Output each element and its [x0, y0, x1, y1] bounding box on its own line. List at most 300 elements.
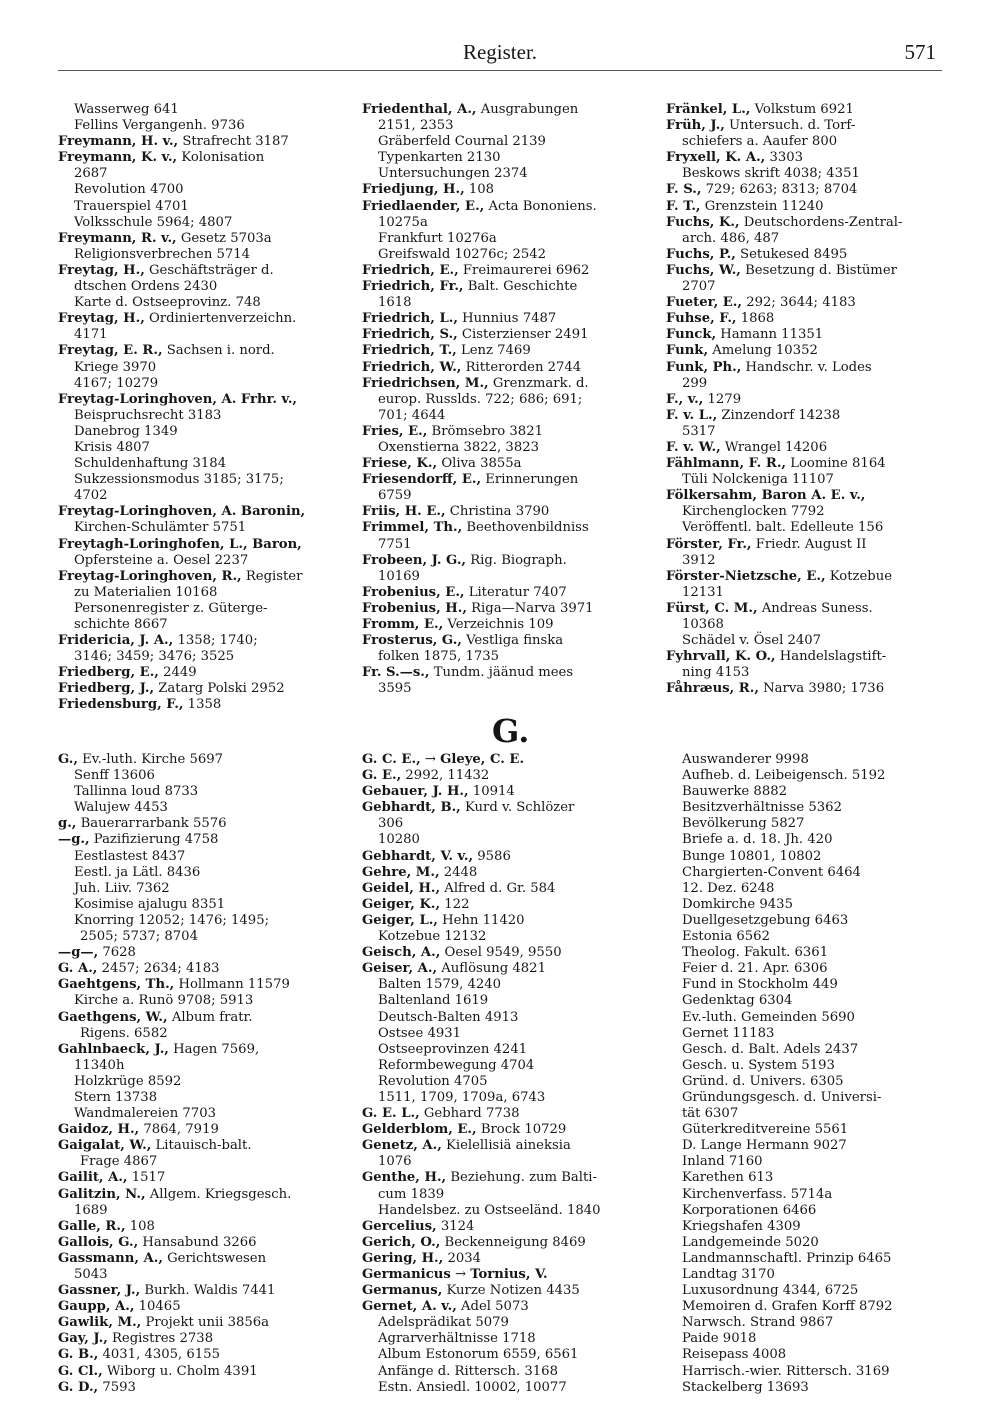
index-entry-text: → — [450, 1267, 471, 1282]
index-column-top-2 — [362, 102, 652, 697]
index-entry-text: → — [420, 752, 441, 767]
index-column-bottom-2 — [362, 752, 652, 1396]
index-entry-name: G. E. L., — [362, 1106, 420, 1122]
index-entry-text: 7628 — [98, 945, 136, 961]
index-entry-name: Friedenthal, A., — [362, 102, 477, 117]
index-entry-name: Germanicus — [362, 1267, 451, 1282]
index-entry-line — [666, 1122, 956, 1138]
index-entry-line — [666, 601, 956, 617]
index-entry-line — [666, 343, 956, 359]
index-entry-line — [362, 472, 652, 488]
page-header — [58, 40, 942, 74]
index-entry-text: Tallinna loud 8733 — [74, 784, 199, 800]
index-entry-name: Gebauer, J. H., — [362, 784, 469, 800]
index-entry-text: Hansabund 3266 — [138, 1234, 257, 1250]
index-entry-line — [58, 601, 340, 617]
index-entry-text: Gernet 11183 — [682, 1025, 775, 1041]
index-entry-text: 3595 — [378, 681, 412, 697]
index-entry-line — [362, 279, 652, 295]
index-entry-line — [666, 832, 956, 848]
index-entry-text: Loomine 8164 — [786, 456, 886, 472]
index-entry-name: Friedrich, T., — [362, 343, 457, 359]
index-entry-text: Luxusordnung 4344, 6725 — [682, 1283, 859, 1299]
index-entry-line — [58, 311, 340, 327]
index-entry-line — [362, 913, 652, 929]
index-entry-text: 2505; 5737; 8704 — [80, 929, 198, 945]
index-entry-line — [362, 1251, 652, 1267]
index-entry-line — [58, 1122, 340, 1138]
index-entry-text: Bauwerke 8882 — [682, 784, 787, 800]
index-entry-line — [58, 1347, 340, 1363]
index-entry-line — [666, 816, 956, 832]
index-entry-line — [362, 150, 652, 166]
index-entry-text: 7751 — [378, 536, 412, 552]
index-entry-line — [666, 768, 956, 784]
index-entry-text: Geschäftsträger d. — [144, 262, 274, 278]
index-entry-name: Gassmann, A., — [58, 1250, 163, 1266]
index-entry-text: Freimaurerei 6962 — [458, 262, 590, 278]
index-entry-line — [58, 633, 340, 649]
index-entry-text: Bauerагrarbank 5576 — [76, 816, 227, 832]
index-entry-text: Kriegshafen 4309 — [682, 1218, 801, 1234]
index-entry-line — [666, 1203, 956, 1219]
index-entry-line — [666, 392, 956, 408]
index-entry-line — [362, 376, 652, 392]
index-entry-line — [666, 231, 956, 247]
index-entry-name: Freymann, R. v., — [58, 230, 177, 246]
index-entry-line — [362, 585, 652, 601]
index-entry-name: Gercelius, — [362, 1218, 437, 1234]
index-entry-name: Frimmel, Th., — [362, 520, 463, 536]
index-entry-text: 10275a — [378, 214, 428, 230]
index-entry-text: 1279 — [703, 391, 742, 407]
index-entry-text: Walujew 4453 — [74, 800, 168, 816]
index-entry-text: 2034 — [443, 1250, 482, 1266]
index-entry-line — [362, 295, 652, 311]
index-entry-text: Hehn 11420 — [437, 912, 525, 928]
index-entry-name: Gaidoz, H., — [58, 1122, 140, 1138]
index-entry-line — [362, 649, 652, 665]
index-entry-line — [362, 440, 652, 456]
index-entry-name: Frobenius, E., — [362, 584, 465, 600]
index-entry-line — [666, 311, 956, 327]
index-entry-name: Friedrich, L., — [362, 311, 458, 327]
index-entry-text: Briefe a. d. 18. Jh. 420 — [682, 832, 833, 848]
index-entry-line — [58, 1154, 340, 1170]
index-entry-line — [666, 472, 956, 488]
index-entry-line — [666, 1106, 956, 1122]
index-entry-name: Gebhardt, V. v., — [362, 848, 474, 864]
index-entry-line — [58, 752, 340, 768]
index-entry-line — [362, 488, 652, 504]
index-entry-text: Beethovenbildniss — [462, 520, 589, 536]
index-entry-text: Projekt unii 3856a — [141, 1315, 270, 1331]
index-entry-text: Ev.-luth. Gemeinden 5690 — [682, 1009, 855, 1025]
index-entry-text: 3912 — [682, 552, 716, 568]
index-entry-line — [362, 311, 652, 327]
index-entry-text: schichte 8667 — [74, 617, 168, 632]
index-entry-line — [362, 768, 652, 784]
index-entry-text: Untersuch. d. Torf- — [724, 118, 856, 134]
index-entry-line — [58, 231, 340, 247]
index-entry-text: Korporationen 6466 — [682, 1202, 817, 1218]
index-entry-name: Fromm, E., — [362, 617, 444, 632]
index-entry-text: Karethen 613 — [682, 1170, 774, 1186]
index-entry-text: 4167; 10279 — [74, 375, 159, 391]
index-column-top-1 — [58, 102, 340, 714]
index-entry-text: Handschr. v. Lodes — [741, 359, 872, 375]
index-entry-line — [362, 118, 652, 134]
index-entry-name: Fählmann, F. R., — [666, 456, 786, 472]
index-entry-text: Beskows skrift 4038; 4351 — [682, 166, 860, 182]
index-entry-line — [362, 102, 652, 118]
index-entry-text: Hunnius 7487 — [457, 311, 557, 327]
index-entry-line — [58, 376, 340, 392]
index-entry-text: 2151, 2353 — [378, 118, 454, 134]
index-entry-line — [666, 1154, 956, 1170]
index-entry-name: Genthe, H., — [362, 1170, 447, 1186]
index-entry-text: Stackelberg 13693 — [682, 1379, 809, 1395]
index-entry-line — [666, 1074, 956, 1090]
index-entry-line — [666, 1042, 956, 1058]
index-entry-text: 292; 3644; 4183 — [742, 295, 856, 311]
index-entry-line — [362, 247, 652, 263]
index-entry-text: Kirche a. Runö 9708; 5913 — [74, 993, 254, 1009]
index-entry-line — [58, 392, 340, 408]
index-entry-text: Riga—Narva 3971 — [466, 600, 594, 616]
index-entry-line — [362, 849, 652, 865]
index-entry-line — [362, 456, 652, 472]
index-entry-line — [362, 665, 652, 681]
index-entry-text: Duellgesetzgebung 6463 — [682, 912, 849, 928]
index-entry-text: Grenzstein 11240 — [700, 198, 824, 214]
index-entry-text: Gründ. d. Univers. 6305 — [682, 1073, 844, 1089]
index-entry-line — [58, 1042, 340, 1058]
index-entry-name: Geidel, H., — [362, 880, 441, 896]
index-entry-line — [362, 1331, 652, 1347]
index-entry-text: 5317 — [682, 423, 716, 439]
index-entry-text: Balt. Geschichte — [463, 279, 578, 295]
index-entry-line — [362, 1026, 652, 1042]
index-entry-line — [58, 537, 340, 553]
index-entry-name: Friedrich, Fr., — [362, 279, 464, 295]
index-entry-line — [666, 1251, 956, 1267]
index-entry-text: Kielellisiä aineksia — [441, 1138, 571, 1154]
index-entry-line — [58, 360, 340, 376]
index-entry-text: Narwsch. Strand 9867 — [682, 1315, 834, 1331]
index-entry-line — [666, 993, 956, 1009]
index-entry-text: 3146; 3459; 3476; 3525 — [74, 649, 235, 665]
index-entry-line — [666, 408, 956, 424]
index-entry-name: F., v., — [666, 391, 704, 407]
index-entry-line — [58, 1251, 340, 1267]
index-entry-line — [362, 1170, 652, 1186]
index-entry-text: Holzkrüge 8592 — [74, 1073, 182, 1089]
index-entry-line — [362, 504, 652, 520]
index-entry-text: Reisepass 4008 — [682, 1347, 787, 1363]
index-entry-line — [362, 929, 652, 945]
index-entry-line — [362, 134, 652, 150]
index-entry-name: Fuchs, K., — [666, 214, 740, 230]
index-entry-line — [58, 215, 340, 231]
index-entry-text: Zinzendorf 14238 — [717, 407, 841, 423]
index-entry-line — [666, 1187, 956, 1203]
index-entry-line — [58, 456, 340, 472]
index-entry-text: Ostseeprovinzen 4241 — [378, 1041, 528, 1057]
index-entry-line — [362, 1138, 652, 1154]
index-entry-text: 1618 — [378, 295, 412, 311]
index-entry-name: Gallois, G., — [58, 1234, 139, 1250]
index-entry-line — [362, 1058, 652, 1074]
index-entry-line — [666, 327, 956, 343]
index-entry-name: Fåhræus, R., — [666, 681, 759, 697]
index-entry-line — [666, 537, 956, 553]
index-entry-name: Fuhse, F., — [666, 311, 737, 327]
index-entry-text: 2449 — [158, 665, 197, 681]
index-entry-text: Ordiniertenverzeichn. — [144, 311, 297, 327]
index-entry-name: G. Cl., — [58, 1363, 103, 1379]
index-entry-text: Hagen 7569, — [168, 1041, 260, 1057]
index-entry-line — [58, 343, 340, 359]
index-entry-line — [58, 1138, 340, 1154]
index-entry-line — [58, 649, 340, 665]
index-entry-text: 306 — [378, 816, 404, 832]
index-entry-text: 4171 — [74, 327, 108, 343]
index-entry-line — [362, 800, 652, 816]
index-entry-line — [362, 1154, 652, 1170]
index-entry-text: Deutschordens-Zentral- — [739, 214, 903, 230]
index-entry-line — [58, 816, 340, 832]
index-entry-text: Auswanderer 9998 — [682, 752, 809, 767]
index-entry-line — [58, 1106, 340, 1122]
index-entry-name: g., — [58, 816, 77, 832]
index-entry-line — [58, 1380, 340, 1396]
index-column-bottom-1 — [58, 752, 340, 1396]
index-entry-line — [58, 1090, 340, 1106]
index-entry-text: Oesel 9549, 9550 — [440, 945, 562, 961]
index-entry-text: schiefers a. Aaufer 800 — [682, 134, 838, 150]
index-entry-text: Rig. Biograph. — [466, 552, 567, 568]
index-entry-line — [666, 118, 956, 134]
index-entry-text: Strafrecht 3187 — [178, 134, 289, 150]
index-entry-text: Inland 7160 — [682, 1154, 763, 1170]
index-entry-text: Literatur 7407 — [464, 584, 567, 600]
index-entry-line — [362, 408, 652, 424]
index-entry-line — [362, 1347, 652, 1363]
index-entry-line — [666, 1347, 956, 1363]
index-entry-text: Grenzmark. d. — [488, 375, 589, 391]
index-entry-text: Bunge 10801, 10802 — [682, 848, 822, 864]
index-entry-line — [58, 199, 340, 215]
index-entry-line — [58, 977, 340, 993]
index-entry-text: Vestliga finska — [461, 633, 564, 649]
index-entry-line — [362, 553, 652, 569]
index-entry-line — [666, 881, 956, 897]
index-entry-line — [58, 327, 340, 343]
index-entry-line — [666, 102, 956, 118]
index-entry-line — [666, 504, 956, 520]
index-entry-text: Allgem. Kriegsgesch. — [145, 1186, 292, 1202]
index-entry-text: Chargierten-Convent 6464 — [682, 864, 861, 880]
index-entry-line — [362, 166, 652, 182]
index-entry-text: Handelsbez. zu Ostseeländ. 1840 — [378, 1202, 601, 1218]
index-entry-name: Gaigalat, W., — [58, 1138, 152, 1154]
index-entry-text: Gräberfeld Cournal 2139 — [378, 134, 546, 150]
index-entry-name: Fränkel, L., — [666, 102, 751, 117]
index-entry-text: Ritterorden 2744 — [461, 359, 582, 375]
index-entry-text: Album Estonorum 6559, 6561 — [378, 1347, 579, 1363]
index-entry-line — [58, 897, 340, 913]
index-entry-line — [58, 1026, 340, 1042]
index-entry-line — [362, 1187, 652, 1203]
running-title: Register. — [462, 40, 538, 64]
index-column-bottom-3 — [666, 752, 956, 1396]
index-entry-line — [362, 601, 652, 617]
index-entry-text: Beispruchsrecht 3183 — [74, 407, 222, 423]
index-entry-text: Sachsen i. nord. — [162, 343, 275, 359]
index-entry-line — [58, 263, 340, 279]
index-entry-name: G. E., — [362, 768, 402, 784]
index-entry-text: Volkstum 6921 — [750, 102, 854, 117]
index-entry-line — [362, 1283, 652, 1299]
index-entry-text: Agrarverhältnisse 1718 — [378, 1331, 536, 1347]
index-entry-line — [362, 752, 652, 768]
index-entry-line — [666, 440, 956, 456]
index-entry-line — [362, 360, 652, 376]
index-entry-text: 1517 — [127, 1170, 166, 1186]
index-entry-name: Funk, Ph., — [666, 359, 742, 375]
index-entry-text: Gerichtswesen — [162, 1250, 267, 1266]
index-entry-line — [666, 800, 956, 816]
index-entry-text: Kirchen-Schulämter 5751 — [74, 520, 247, 536]
index-entry-text: 729; 6263; 8313; 8704 — [701, 182, 858, 198]
index-entry-line — [666, 1299, 956, 1315]
index-entry-text: Frage 4867 — [80, 1154, 158, 1170]
index-entry-line — [666, 569, 956, 585]
index-entry-text: 108 — [125, 1218, 155, 1234]
index-entry-line — [58, 440, 340, 456]
index-entry-text: Schuldenhaftung 3184 — [74, 456, 227, 472]
index-entry-line — [58, 1283, 340, 1299]
index-entry-line — [58, 150, 340, 166]
index-entry-text: Greifswald 10276c; 2542 — [378, 246, 547, 262]
index-entry-text: europ. Russlds. 722; 686; 691; — [378, 391, 583, 407]
index-entry-text: 10169 — [378, 568, 420, 584]
index-entry-line — [58, 247, 340, 263]
index-entry-name: Fries, E., — [362, 423, 428, 439]
index-entry-name: Friedjung, H., — [362, 182, 465, 198]
index-entry-line — [666, 1219, 956, 1235]
index-entry-line — [362, 1106, 652, 1122]
index-entry-name: Friedberg, J., — [58, 681, 155, 697]
index-entry-line — [58, 520, 340, 536]
index-entry-text: Besetzung d. Bistümer — [740, 262, 897, 278]
index-entry-line — [58, 504, 340, 520]
index-entry-line — [362, 1122, 652, 1138]
index-entry-name: Früh, J., — [666, 118, 725, 134]
index-entry-text: Personenregister z. Güterge- — [74, 600, 268, 616]
index-entry-name: Gailit, A., — [58, 1170, 128, 1186]
index-entry-line — [58, 784, 340, 800]
index-entry-line — [666, 1235, 956, 1251]
index-entry-text: 1076 — [378, 1154, 412, 1170]
index-entry-name: Funck, — [666, 327, 717, 343]
index-entry-line — [362, 263, 652, 279]
index-entry-line — [58, 961, 340, 977]
index-entry-text: Kurze Notizen 4435 — [442, 1283, 580, 1299]
index-entry-line — [58, 945, 340, 961]
index-entry-text: Gesetz 5703a — [176, 230, 272, 246]
index-entry-line — [58, 913, 340, 929]
index-entry-line — [666, 585, 956, 601]
index-entry-line — [666, 360, 956, 376]
index-entry-line — [362, 1219, 652, 1235]
index-entry-line — [58, 1299, 340, 1315]
index-entry-line — [58, 295, 340, 311]
index-entry-line — [362, 1074, 652, 1090]
index-entry-name: Freytag, H., — [58, 311, 145, 327]
index-entry-line — [362, 392, 652, 408]
index-entry-line — [58, 881, 340, 897]
index-entry-text: Estonia 6562 — [682, 929, 770, 945]
index-entry-text: Ausgrabungen — [476, 102, 579, 117]
index-entry-text: 1358; 1740; — [173, 633, 258, 649]
index-entry-text: Frankfurt 10276a — [378, 230, 497, 246]
index-entry-name: Freytagh-Loringhofen, L., Baron, — [58, 536, 302, 552]
index-entry-name: Gering, H., — [362, 1250, 444, 1266]
index-entry-text: Gebhard 7738 — [419, 1106, 520, 1122]
index-entry-line — [58, 865, 340, 881]
index-entry-line — [666, 977, 956, 993]
index-entry-name: Fr. S.—s., — [362, 665, 430, 681]
index-entry-name: Germanus, — [362, 1283, 443, 1299]
index-entry-text: 1511, 1709, 1709a, 6743 — [378, 1089, 546, 1105]
index-entry-text: Veröffentl. balt. Edelleute 156 — [682, 520, 884, 536]
header-rule — [58, 70, 942, 71]
index-entry-name: Fuchs, P., — [666, 246, 736, 262]
index-entry-name: F. T., — [666, 198, 701, 214]
index-entry-text: Reformbewegung 4704 — [378, 1057, 535, 1073]
index-entry-text: Deutsch-Balten 4913 — [378, 1009, 519, 1025]
index-entry-line — [58, 681, 340, 697]
index-entry-line — [666, 849, 956, 865]
index-entry-text: 2687 — [74, 166, 108, 182]
index-entry-line — [666, 295, 956, 311]
index-entry-name: Fyhrvall, K. O., — [666, 649, 776, 665]
index-entry-line — [58, 1010, 340, 1026]
index-entry-name: G. B., — [58, 1347, 99, 1363]
index-entry-line — [362, 977, 652, 993]
index-entry-text: 2992, 11432 — [401, 768, 490, 784]
index-entry-text: Ostsee 4931 — [378, 1025, 462, 1041]
index-entry-name: G. A., — [58, 961, 98, 977]
index-entry-line — [58, 768, 340, 784]
index-entry-name: Fuchs, W., — [666, 262, 741, 278]
index-entry-line — [362, 537, 652, 553]
index-entry-text: 1868 — [736, 311, 775, 327]
index-entry-text: Untersuchungen 2374 — [378, 166, 528, 182]
index-entry-text: Wasserweg 641 — [74, 102, 179, 117]
index-entry-name: Friedlaender, E., — [362, 198, 485, 214]
index-entry-name: Gaehtgens, Th., — [58, 977, 175, 993]
index-entry-line — [362, 881, 652, 897]
index-entry-line — [666, 1090, 956, 1106]
index-entry-name: Friis, H. E., — [362, 504, 446, 520]
index-entry-text: Estn. Ansiedl. 10002, 10077 — [378, 1379, 567, 1395]
index-entry-line — [362, 520, 652, 536]
index-entry-line — [666, 520, 956, 536]
index-entry-name: Gehre, M., — [362, 864, 440, 880]
